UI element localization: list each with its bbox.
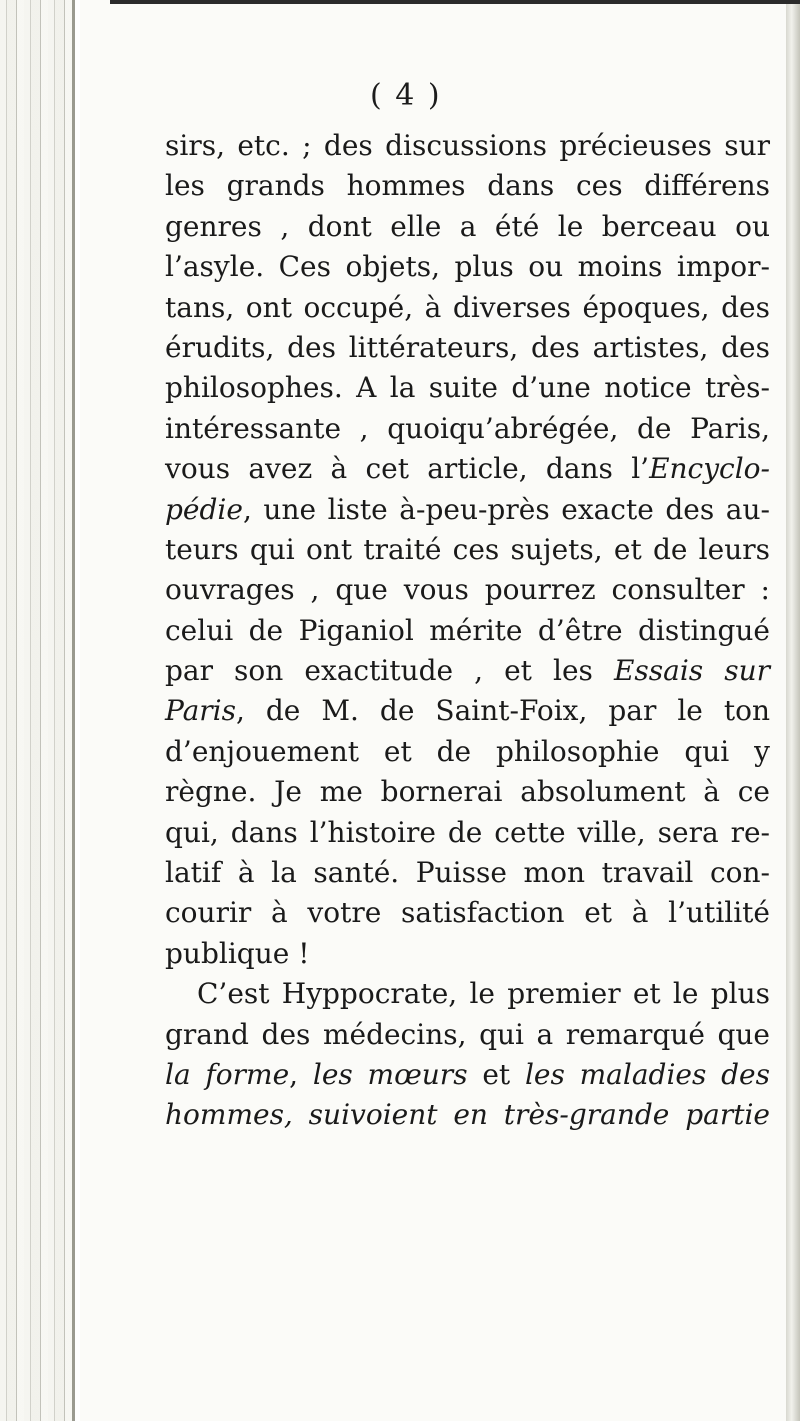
text-line: courir à votre satisfaction et à l’utilité — [165, 896, 770, 930]
text-segment: , une liste à-peu-près exacte des au- — [242, 492, 770, 526]
italic-title: pédie — [165, 492, 243, 526]
text-line: d’enjouement et de philosophie qui y — [165, 734, 770, 768]
text-line — [165, 651, 770, 691]
text-segment: par son exactitude , et les — [165, 654, 614, 688]
text-line — [165, 449, 770, 489]
text-line: grand des médecins, qui a remarqué que — [165, 1017, 770, 1051]
text-line: teurs qui ont traité ces sujets, et de leurs — [165, 532, 770, 566]
italic-title: Paris — [165, 694, 236, 728]
text-segment: , de M. de Saint-Foix, par le ton — [235, 694, 770, 728]
text-line — [165, 490, 770, 530]
italic-phrase: les mœurs — [312, 1057, 468, 1091]
text-segment: et — [467, 1057, 525, 1091]
text-line — [165, 1055, 770, 1095]
italic-title: Encyclo- — [649, 452, 770, 486]
top-rule — [110, 0, 800, 4]
book-binding — [0, 0, 72, 1421]
italic-title: Essais sur — [613, 654, 770, 688]
text-line: genres , dont elle a été le berceau ou — [165, 209, 770, 243]
text-line: publique ! — [165, 936, 310, 970]
text-line — [165, 691, 770, 731]
text-line: celui de Piganiol mérite d’être distingué — [165, 613, 770, 647]
page-edge — [786, 0, 800, 1421]
binding-edge — [72, 0, 75, 1421]
text-line: tans, ont occupé, à diverses époques, des — [165, 290, 770, 324]
text-line: sirs, etc. ; des discussions précieuses sur — [165, 129, 770, 162]
page-number: ( 4 ) — [370, 78, 442, 113]
text-line: ouvrages , que vous pourrez consulter : — [165, 573, 770, 607]
text-segment: , — [289, 1057, 313, 1091]
italic-phrase: la forme — [165, 1057, 290, 1091]
text-line: intéressante , quoiqu’abrégée, de Paris, — [165, 411, 770, 445]
text-line: philosophes. A la suite d’une notice très- — [165, 371, 770, 405]
text-line: hommes, suivoient en très-grande partie — [165, 1098, 770, 1132]
text-line: les grands hommes dans ces différens — [165, 169, 770, 203]
text-line: C’est Hyppocrate, le premier et le plus — [197, 977, 770, 1011]
text-line: l’asyle. Ces objets, plus ou moins impor- — [165, 250, 770, 284]
text-segment: vous avez à cet article, dans l’ — [165, 452, 650, 486]
text-line: qui, dans l’histoire de cette ville, sera re- — [165, 815, 770, 849]
body-text — [165, 126, 770, 1136]
italic-phrase: les maladies des — [524, 1057, 770, 1091]
text-line: érudits, des littérateurs, des artistes, des — [165, 330, 770, 364]
text-line: règne. Je me bornerai absolument à ce — [165, 775, 770, 809]
text-line: latif à la santé. Puisse mon travail con- — [165, 856, 770, 890]
